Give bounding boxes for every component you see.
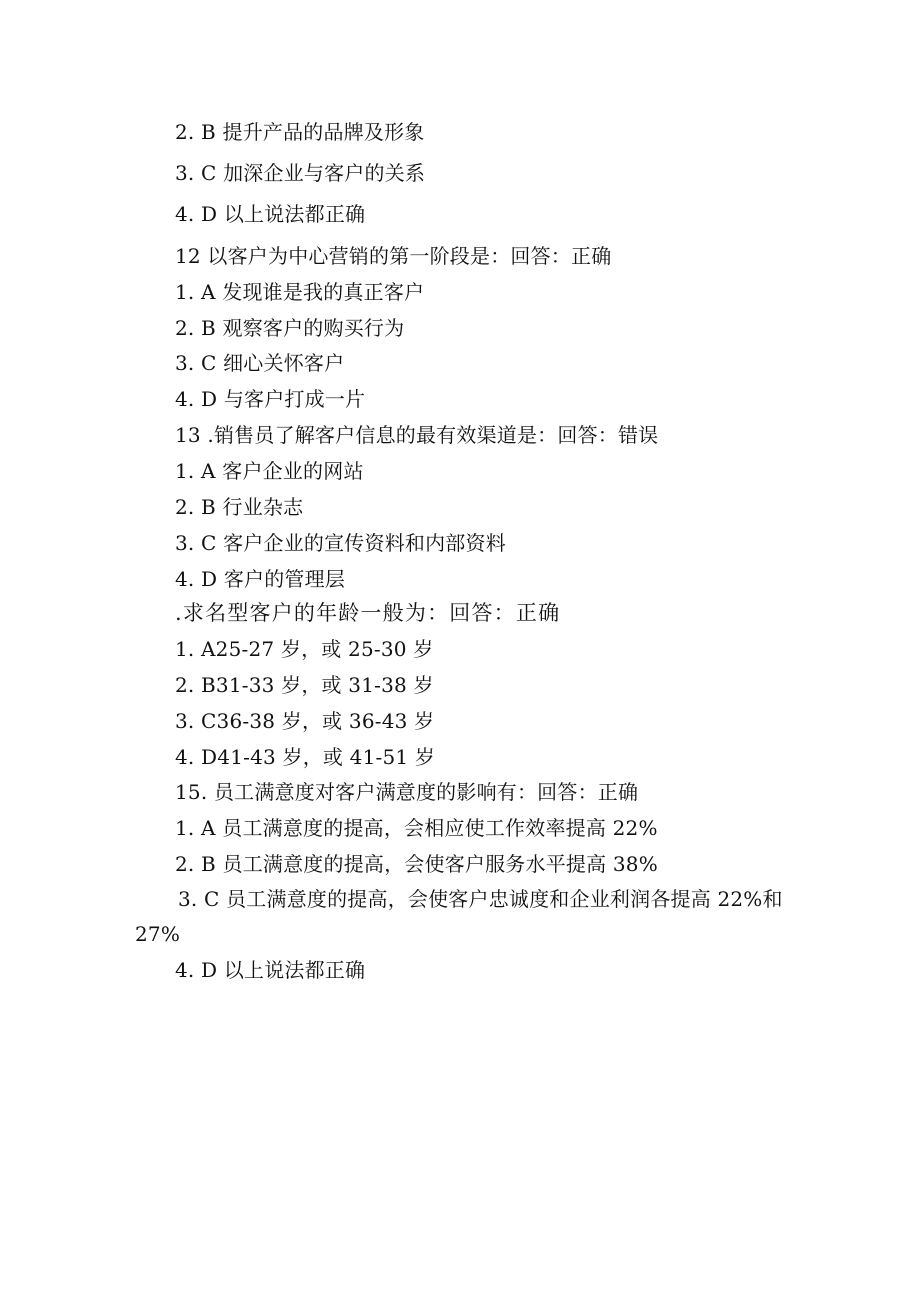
option-line: 3. C 加深企业与客户的关系 — [175, 161, 426, 185]
option-line: 4. D 与客户打成一片 — [175, 387, 366, 411]
option-line: 1. A 客户企业的网站 — [175, 459, 364, 483]
option-line: 2. B 观察客户的购买行为 — [175, 316, 405, 340]
option-line: 2. B31-33 岁，或 31-38 岁 — [175, 673, 434, 697]
option-line: 4. D 以上说法都正确 — [175, 202, 366, 226]
option-line: 4. D 以上说法都正确 — [175, 958, 366, 982]
option-line: 3. C 细心关怀客户 — [175, 351, 345, 375]
option-line: 4. D 客户的管理层 — [175, 567, 346, 591]
question-heading: .求名型客户的年龄一般为：回答：正确 — [175, 601, 561, 625]
option-line: 3. C36-38 岁，或 36-43 岁 — [175, 709, 435, 733]
option-line: 2. B 员工满意度的提高，会使客户服务水平提高 38% — [175, 852, 658, 876]
option-line: 2. B 行业杂志 — [175, 495, 304, 519]
option-line: 1. A 员工满意度的提高，会相应使工作效率提高 22% — [175, 816, 658, 840]
option-line: 1. A 发现谁是我的真正客户 — [175, 280, 425, 304]
question-heading: 13 .销售员了解客户信息的最有效渠道是：回答：错误 — [175, 423, 659, 447]
option-line-continuation: 27% — [135, 922, 181, 946]
option-line: 2. B 提升产品的品牌及形象 — [175, 120, 425, 144]
question-heading: 15. 员工满意度对客户满意度的影响有：回答：正确 — [175, 780, 639, 804]
option-line: 3. C 员工满意度的提高，会使客户忠诚度和企业利润各提高 22%和 — [178, 887, 783, 911]
option-line: 3. C 客户企业的宣传资料和内部资料 — [175, 531, 506, 555]
option-line: 4. D41-43 岁，或 41-51 岁 — [175, 745, 436, 769]
option-line: 1. A25-27 岁，或 25-30 岁 — [175, 637, 434, 661]
question-heading: 12 以客户为中心营销的第一阶段是：回答：正确 — [175, 244, 612, 268]
